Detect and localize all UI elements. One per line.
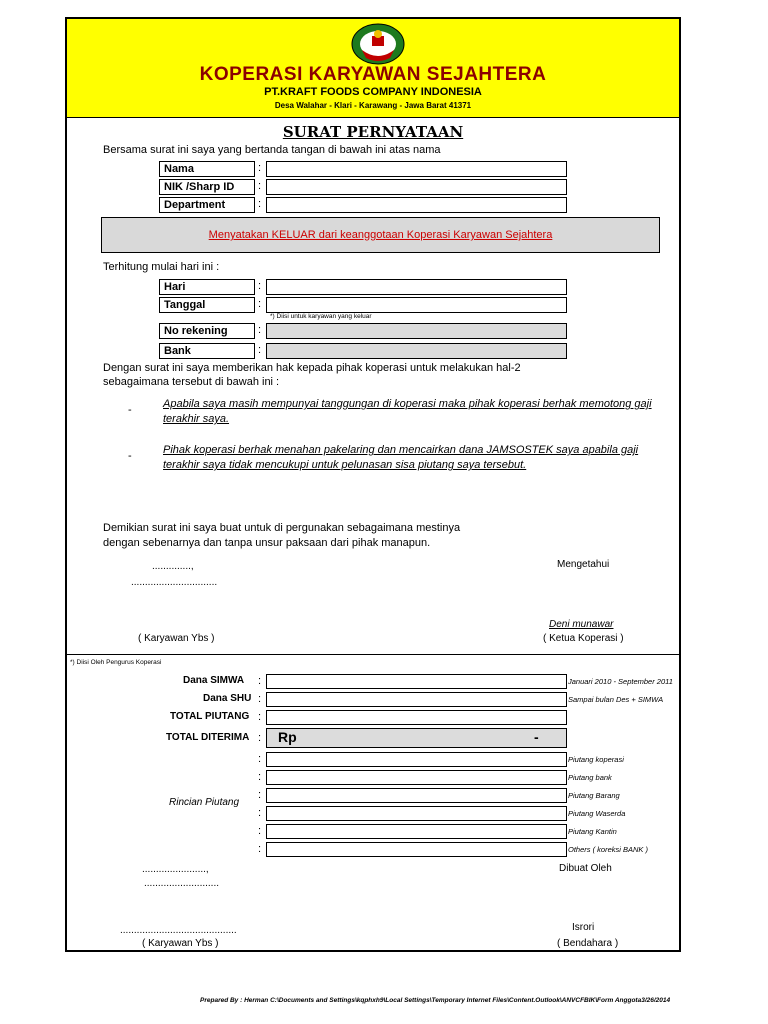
closing-line-2: dengan sebenarnya dan tanpa unsur paksaan dari pihak manapun. xyxy=(103,537,431,549)
rincian-input[interactable] xyxy=(266,824,567,839)
dana-shu-note: Sampai bulan Des + SIMWA xyxy=(568,695,664,704)
dana-shu-label: Dana SHU xyxy=(203,693,252,704)
colon: : xyxy=(258,344,262,356)
effective-text: Terhitung mulai hari ini : xyxy=(103,261,220,273)
prepared-by-footer: Prepared By : Herman C:\Documents and Settings\kqphxh9\Local Settings\Temporary Internet Files\Content.Outlook\ANVCFBIK\Form Anggota3/26/2014 xyxy=(200,997,671,1004)
colon: : xyxy=(258,324,262,336)
rincian-input[interactable] xyxy=(266,752,567,767)
signer-name: Deni munawar xyxy=(549,619,614,630)
label-department: Department xyxy=(159,197,255,213)
rincian-item: Others ( koreksi BANK ) xyxy=(568,845,649,854)
karyawan-label: ( Karyawan Ybs ) xyxy=(138,633,215,644)
colon: : xyxy=(258,298,262,310)
nama-input[interactable] xyxy=(266,161,567,177)
admin-place-date: ......................., xyxy=(142,864,209,875)
rincian-item: Piutang Kantin xyxy=(568,827,617,836)
admin-karyawan-label: ( Karyawan Ybs ) xyxy=(142,938,219,949)
bullet-dash: - xyxy=(128,404,132,416)
rp-value: - xyxy=(534,729,539,745)
rincian-item: Piutang Waserda xyxy=(568,809,626,818)
bullet-dash: - xyxy=(128,450,132,462)
tanggal-input[interactable] xyxy=(266,297,567,313)
dana-simwa-note: Januari 2010 - September 2011 xyxy=(568,677,673,686)
total-diterima-label: TOTAL DITERIMA xyxy=(166,732,250,743)
bendahara-label: ( Bendahara ) xyxy=(557,938,619,949)
date-dots: ............................... xyxy=(131,577,218,588)
dana-simwa-input[interactable] xyxy=(266,674,567,689)
banner-text: Menyatakan KELUAR dari keanggotaan Koperasi Karyawan Sejahtera xyxy=(208,229,553,241)
org-name: KOPERASI KARYAWAN SEJAHTERA xyxy=(199,64,547,85)
bendahara-name: Isrori xyxy=(572,922,595,933)
mengetahui-label: Mengetahui xyxy=(557,559,610,570)
place-date: .............., xyxy=(152,561,194,572)
rincian-piutang-label: Rincian Piutang xyxy=(169,797,240,808)
closing-line-1: Demikian surat ini saya buat untuk di pergunakan sebagaimana mestinya xyxy=(103,522,461,534)
colon: : xyxy=(258,771,262,783)
department-input[interactable] xyxy=(266,197,567,213)
bullet2-line-2: terakhir saya tidak mencukupi untuk pelunasan sisa piutang saya tersebut. xyxy=(163,459,527,471)
label-tanggal: Tanggal xyxy=(159,297,255,313)
admin-note: *) Diisi Oleh Pengurus Koperasi xyxy=(70,659,162,666)
statement-line-1: Dengan surat ini saya memberikan hak kepada pihak koperasi untuk melakukan hal-2 xyxy=(103,362,521,374)
label-bank: Bank xyxy=(159,343,255,359)
colon: : xyxy=(258,843,262,855)
colon: : xyxy=(258,711,262,723)
total-diterima-input[interactable] xyxy=(266,728,567,748)
colon: : xyxy=(258,198,262,210)
colon: : xyxy=(258,825,262,837)
bullet1-line-1: Apabila saya masih mempunyai tanggungan di koperasi maka pihak koperasi berhak memotong gaji xyxy=(163,398,652,410)
rincian-item: Piutang bank xyxy=(568,773,612,782)
colon: : xyxy=(258,693,262,705)
section-divider xyxy=(65,654,681,655)
tanggal-note: *) Diisi untuk karyawan yang keluar xyxy=(270,313,372,320)
rp-symbol: Rp xyxy=(278,729,297,745)
colon: : xyxy=(258,675,262,687)
cooperative-logo xyxy=(350,22,406,66)
total-piutang-label: TOTAL PIUTANG xyxy=(170,711,250,722)
rincian-input[interactable] xyxy=(266,770,567,785)
colon: : xyxy=(258,162,262,174)
colon: : xyxy=(258,807,262,819)
header-divider xyxy=(65,117,681,118)
admin-sign-dots: .......................................... xyxy=(120,925,237,936)
rincian-item: Piutang koperasi xyxy=(568,755,624,764)
colon: : xyxy=(258,280,262,292)
bank-input[interactable] xyxy=(266,343,567,359)
bullet1-line-2: terakhir saya. xyxy=(163,413,230,425)
dana-simwa-label: Dana SIMWA xyxy=(183,675,245,686)
hari-input[interactable] xyxy=(266,279,567,295)
colon: : xyxy=(258,753,262,765)
label-nik: NIK /Sharp ID xyxy=(159,179,255,195)
dana-shu-input[interactable] xyxy=(266,692,567,707)
admin-date-dots: ........................... xyxy=(144,878,220,889)
bullet2-line-1: Pihak koperasi berhak menahan pakelaring dan mencairkan dana JAMSOSTEK saya apabila gaji xyxy=(163,444,639,456)
total-piutang-input[interactable] xyxy=(266,710,567,725)
doc-title: SURAT PERNYATAAN xyxy=(282,123,464,141)
company-name: PT.KRAFT FOODS COMPANY INDONESIA xyxy=(264,86,482,98)
rincian-input[interactable] xyxy=(266,806,567,821)
intro-text: Bersama surat ini saya yang bertanda tangan di bawah ini atas nama xyxy=(103,144,441,156)
rincian-item: Piutang Barang xyxy=(568,791,620,800)
dibuat-oleh-label: Dibuat Oleh xyxy=(559,863,612,874)
colon: : xyxy=(258,180,262,192)
nik-input[interactable] xyxy=(266,179,567,195)
label-nama: Nama xyxy=(159,161,255,177)
label-hari: Hari xyxy=(159,279,255,295)
rincian-input[interactable] xyxy=(266,788,567,803)
colon: : xyxy=(258,789,262,801)
address: Desa Walahar - Klari - Karawang - Jawa Barat 41371 xyxy=(274,101,472,110)
colon: : xyxy=(258,732,262,744)
ketua-label: ( Ketua Koperasi ) xyxy=(543,633,624,644)
statement-line-2: sebagaimana tersebut di bawah ini : xyxy=(103,376,280,388)
no-rekening-input[interactable] xyxy=(266,323,567,339)
rincian-input[interactable] xyxy=(266,842,567,857)
label-no-rekening: No rekening xyxy=(159,323,255,339)
